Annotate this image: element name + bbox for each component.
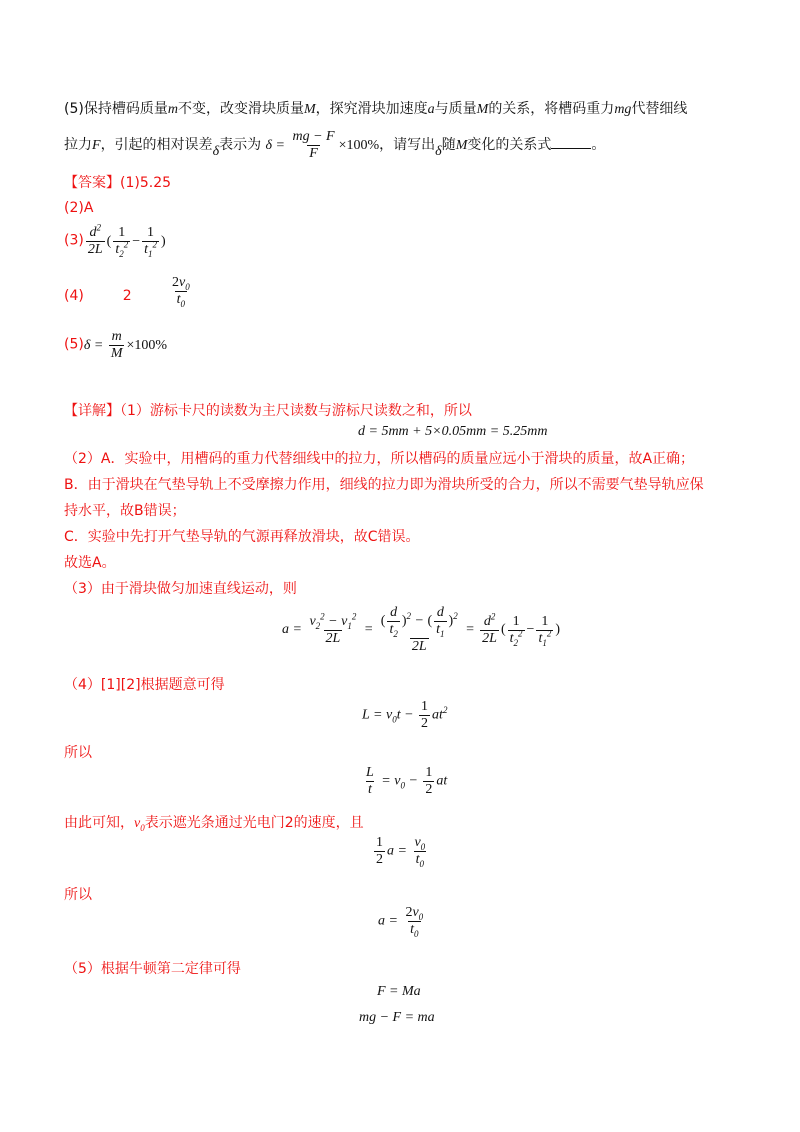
- detail-p6: （3）由于滑块做匀加速直线运动，则: [64, 581, 297, 597]
- var-M: M: [303, 102, 316, 117]
- eq-newton-1: F = Ma: [377, 984, 421, 999]
- formula-delta: δ = $\frac{mg - F}{F}$ ×100%: [265, 129, 380, 162]
- eq-average-velocity: $\frac{L}{t}$ = $v_0$ − $\frac{1}{2}$ at: [366, 765, 448, 797]
- eq-a-result: a = $\frac{2v_0}{t_0}$: [378, 905, 424, 939]
- text: 与质量: [434, 101, 477, 117]
- label: (5): [64, 336, 84, 353]
- var-v0: $v_0$: [134, 816, 145, 833]
- var-delta: δ: [212, 144, 220, 159]
- answer-tag: 【答案】: [64, 175, 120, 191]
- var-v: v: [134, 816, 141, 831]
- detail-p11: （5）根据牛顿第二定律可得: [64, 961, 241, 977]
- question-line-2: [64, 130, 605, 161]
- answer-4: [64, 288, 132, 304]
- detail-p2: （2）A．实验中，用槽码的重力代替细线中的拉力，所以槽码的质量应远小于滑块的质量，故A正确；: [64, 451, 695, 467]
- label: (3): [64, 232, 84, 249]
- answer-2: (2)A: [64, 200, 94, 216]
- var-delta: δ: [435, 144, 442, 159]
- answer-1: (1)5.25: [120, 175, 172, 191]
- detail-p8: 所以: [64, 745, 92, 761]
- detail-p10: 所以: [64, 887, 92, 903]
- text: 表示为: [219, 137, 262, 153]
- eq-vernier: d = 5mm + 5×0.05mm = 5.25mm: [358, 424, 548, 439]
- detail-p3b: 持水平，故B错误；: [64, 503, 186, 519]
- text: ，请写出: [379, 137, 436, 153]
- detail-p7: （4）[1][2]根据题意可得: [64, 677, 225, 693]
- question-line-1: [64, 98, 687, 118]
- detail-p5: 故选A。: [64, 555, 116, 571]
- eq-displacement: $L = v_0t$ − $\frac{1}{2}$ $at^2$: [362, 699, 448, 731]
- answer-5-formula: δ = $\frac{m}{M}$ ×100%: [83, 329, 168, 361]
- text: 代替细线: [631, 101, 688, 117]
- eq-acceleration: a = $\frac{v_2^2 - v_1^2}{2L}$ = ( $\frac{d}{t_2}$ )$^2$ − ( $\frac{d}{t_1}$ )$^2$ 2L = $\frac{d^2}{2L}$ ( $\frac{1}{t_2^2}$ − $\frac{1}{t_1^2}$ ): [282, 605, 560, 654]
- text: 变化的关系式: [467, 137, 552, 153]
- detail-p1: [64, 400, 472, 420]
- var-M: M: [476, 102, 489, 117]
- text: 随: [441, 137, 456, 153]
- text: 不变，改变滑块质量: [177, 101, 304, 117]
- answer-4-formula: $\frac{2v_0}{t_0}$: [172, 275, 190, 309]
- text: 拉力: [64, 137, 92, 153]
- text: ，探究滑块加速度: [315, 101, 428, 117]
- detail-p4: C．实验中先打开气垫导轨的气源再释放滑块，故C错误。: [64, 529, 420, 545]
- answer-3: [64, 222, 166, 259]
- answer-3-formula: $\frac{d^2}{2L}$ ( $\frac{1}{t_2^2}$ − $\frac{1}{t_1^2}$ ): [87, 222, 166, 259]
- text: 的关系，将槽码重力: [488, 101, 615, 117]
- detail-p9: [64, 812, 364, 832]
- detail-tag: 【详解】: [64, 403, 120, 419]
- var-mg: mg: [614, 102, 632, 117]
- text: 表示遮光条通过光电门2的速度，且: [144, 815, 364, 831]
- text: （1）游标卡尺的读数为主尺读数与游标尺读数之和，所以: [120, 403, 472, 419]
- answer-line-1: [64, 172, 171, 192]
- var-M: M: [455, 138, 468, 153]
- text: 由此可知，: [64, 815, 134, 831]
- answer-4-value: 2: [122, 288, 132, 304]
- eq-half-a: $\frac{1}{2}$ a = $\frac{v_0}{t_0}$: [376, 835, 426, 869]
- text: 。: [591, 137, 606, 153]
- answer-5: [64, 330, 167, 361]
- label: (4): [64, 288, 84, 304]
- var-F: F: [92, 138, 101, 153]
- var-a: a: [427, 102, 435, 117]
- answer-blank: [551, 136, 591, 149]
- eq-newton-2: mg − F = ma: [359, 1010, 435, 1025]
- detail-p3a: B．由于滑块在气垫导轨上不受摩擦力作用，细线的拉力即为滑块所受的合力，所以不需要气垫导轨应保: [64, 477, 704, 493]
- var-m: m: [167, 102, 178, 117]
- text: ，引起的相对误差: [100, 137, 213, 153]
- text: (5)保持槽码质量: [64, 101, 168, 117]
